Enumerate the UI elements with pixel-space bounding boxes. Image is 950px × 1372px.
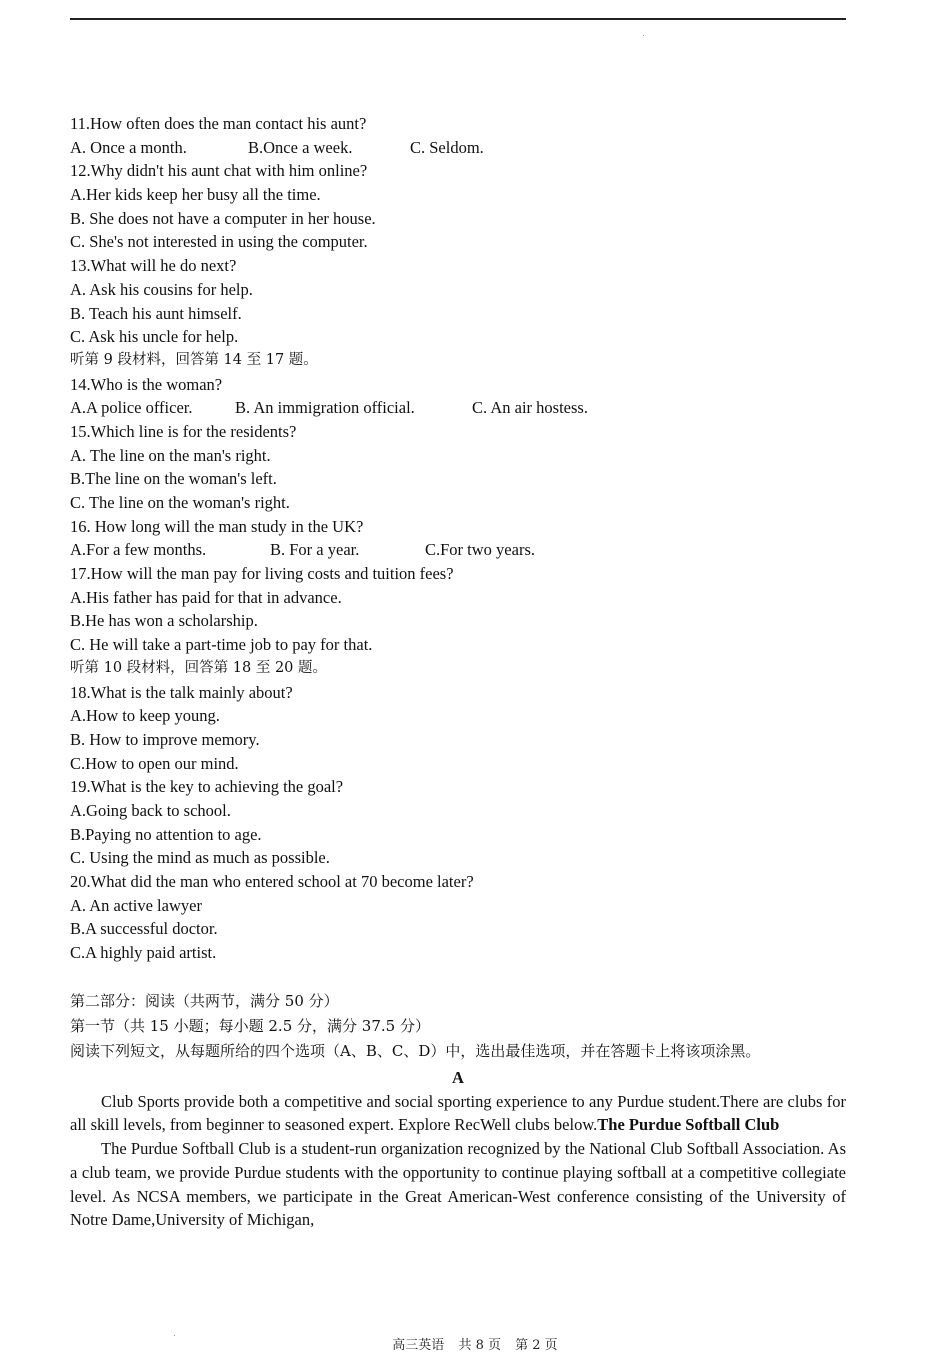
question-15-option-a: A. The line on the man's right.	[70, 445, 271, 465]
reading-part-title: 第二部分：阅读（共两节，满分 50 分）	[70, 991, 339, 1010]
question-18-option-c: C.How to open our mind.	[70, 753, 239, 773]
question-11-options	[70, 136, 846, 160]
question-14-stem: 14.Who is the woman?	[70, 374, 223, 394]
question-18-stem: 18.What is the talk mainly about?	[70, 682, 293, 702]
question-11-option-a: A. Once a month.	[70, 137, 187, 157]
question-16-option-b: B. For a year.	[270, 540, 360, 560]
passage-paragraph-2: The Purdue Softball Club is a student-run organization recognized by the National Club Softball Association. As a club team, we provide Purdue students with the opportunity to continue playing softball at a competitive collegiate level. As NCSA members, we participate in the Great American-West conference consisting of the University of Notre Dame,University of Michigan,	[70, 1139, 846, 1230]
question-12-option-a: A.Her kids keep her busy all the time.	[70, 185, 321, 205]
footer-course: 高三英语	[392, 1338, 445, 1353]
page-content	[70, 112, 846, 1232]
question-19-option-a: A.Going back to school.	[70, 800, 231, 820]
question-20-option-b: B.A successful doctor.	[70, 919, 218, 939]
page-footer	[0, 1334, 950, 1353]
question-13-stem: 13.What will he do next?	[70, 256, 237, 276]
question-11-stem: 11.How often does the man contact his aunt?	[70, 114, 367, 133]
question-19-option-c: C. Using the mind as much as possible.	[70, 848, 330, 868]
question-12-stem: 12.Why didn't his aunt chat with him online?	[70, 161, 368, 181]
question-12-option-b: B. She does not have a computer in her house.	[70, 208, 376, 228]
reading-instructions: 阅读下列短文，从每题所给的四个选项（A、B、C、D）中，选出最佳选项，并在答题卡上将该项涂黑。	[70, 1041, 761, 1060]
passage-paragraph-1	[70, 1090, 846, 1137]
scan-speck	[643, 35, 644, 36]
question-13-option-c: C. Ask his uncle for help.	[70, 327, 239, 347]
question-14-option-b: B. An immigration official.	[235, 398, 415, 418]
question-20-option-c: C.A highly paid artist.	[70, 943, 217, 963]
question-15-option-b: B.The line on the woman's left.	[70, 469, 277, 489]
question-11-option-b: B.Once a week.	[248, 137, 353, 157]
question-14-options	[70, 396, 846, 420]
question-17-option-c: C. He will take a part-time job to pay for that.	[70, 635, 373, 655]
club-heading: The Purdue Softball Club	[597, 1115, 780, 1135]
question-14-option-a: A.A police officer.	[70, 398, 193, 418]
question-16-option-c: C.For two years.	[425, 540, 535, 560]
footer-total-pages: 共 8 页	[458, 1338, 501, 1353]
header-rule	[70, 18, 846, 20]
question-15-stem: 15.Which line is for the residents?	[70, 421, 297, 441]
question-20-option-a: A. An active lawyer	[70, 895, 202, 915]
footer-page-number: 第 2 页	[515, 1338, 558, 1353]
question-16-stem: 16. How long will the man study in the UK?	[70, 516, 364, 536]
question-13-option-a: A. Ask his cousins for help.	[70, 279, 253, 299]
passage-paragraph-1-text: Club Sports provide both a competitive and social sporting experience to any Purdue student.There are clubs for all skill levels, from beginner to seasoned expert. Explore RecWell clubs below.	[70, 1091, 846, 1135]
question-18-option-a: A.How to keep young.	[70, 706, 220, 726]
question-14-option-c: C. An air hostess.	[472, 398, 588, 418]
question-16-options	[70, 538, 846, 562]
listening-instruction-10: 听第 10 段材料，回答第 18 至 20 题。	[70, 659, 328, 676]
question-17-option-b: B.He has won a scholarship.	[70, 611, 258, 631]
question-17-option-a: A.His father has paid for that in advance.	[70, 587, 342, 607]
listening-instruction-9: 听第 9 段材料，回答第 14 至 17 题。	[70, 351, 318, 368]
question-13-option-b: B. Teach his aunt himself.	[70, 303, 242, 323]
question-11-option-c: C. Seldom.	[410, 137, 484, 157]
question-19-option-b: B.Paying no attention to age.	[70, 824, 262, 844]
question-18-option-b: B. How to improve memory.	[70, 729, 260, 749]
reading-section-title: 第一节（共 15 小题；每小题 2.5 分，满分 37.5 分）	[70, 1016, 430, 1035]
question-19-stem: 19.What is the key to achieving the goal?	[70, 777, 344, 797]
question-16-option-a: A.For a few months.	[70, 540, 207, 560]
passage-label: A	[452, 1067, 464, 1087]
question-17-stem: 17.How will the man pay for living costs and tuition fees?	[70, 564, 454, 584]
question-12-option-c: C. She's not interested in using the computer.	[70, 232, 368, 252]
question-20-stem: 20.What did the man who entered school at 70 become later?	[70, 872, 474, 891]
question-15-option-c: C. The line on the woman's right.	[70, 493, 290, 512]
